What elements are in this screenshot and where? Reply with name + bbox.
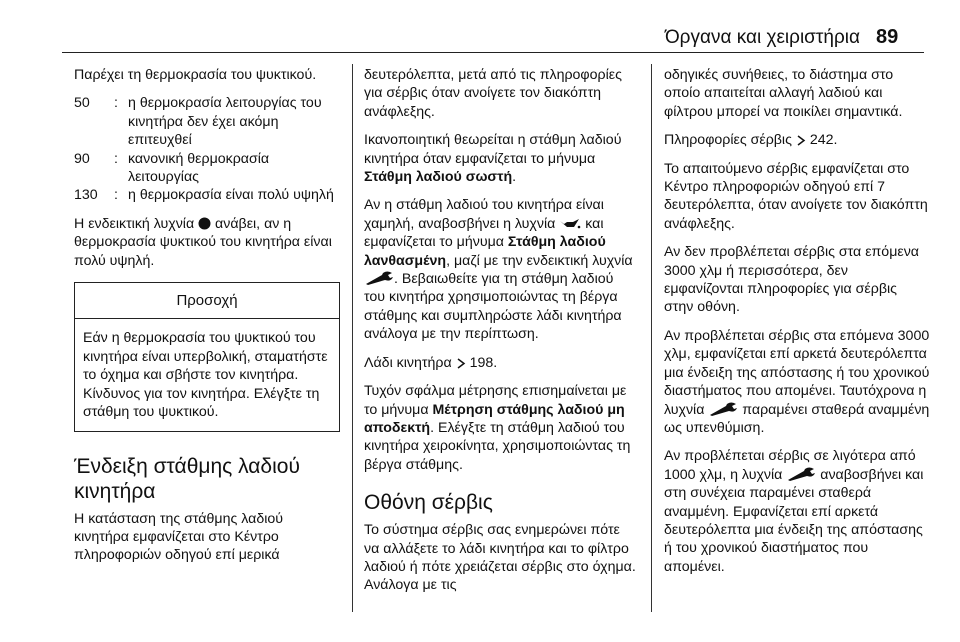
column-divider-1 — [352, 64, 353, 612]
text-span: ανάβει, αν η θερμοκρασία ψυκτικού του κινητήρα είναι πολύ υψηλή. — [74, 215, 332, 269]
paragraph — [364, 131, 638, 186]
text-span: Πληροφορίες σέρβις — [664, 132, 796, 149]
row-colon: : — [114, 95, 118, 112]
bold-message: Στάθμη λαδιού λανθασμένη — [364, 234, 606, 269]
row-value: η θερμοκρασία λειτουργίας του κινητήρα δεν έχει ακόμη επιτευχθεί — [128, 95, 322, 149]
text-span: Τυχόν σφάλμα μέτρησης επισημαίνεται με το μήνυμα — [364, 383, 627, 418]
paragraph — [664, 327, 930, 437]
temperature-table — [74, 94, 340, 204]
warning-text — [74, 215, 340, 270]
text-span: . Βεβαιωθείτε για τη στάθμη λαδιού του κινητήρα χρησιμοποιώντας τη βέργα στάθμης και συμπληρώστε λάδι κινητήρα ανάλογα με την περίπτωση. — [364, 271, 622, 343]
text-span: και εμφανίζεται το μήνυμα — [364, 215, 604, 251]
text-span: . Ελέγξτε τη στάθμη λαδιού του κινητήρα χειροκίνητα, χρησιμοποιώντας τη βέργα στάθμης. — [364, 419, 631, 473]
warning-dot-icon — [198, 217, 211, 230]
table-row — [74, 150, 340, 187]
paragraph: Το σύστημα σέρβις σας ενημερώνει πότε να αλλάξετε το λάδι κινητήρα και το φίλτρο λαδιού ή πότε χρειάζεται σέρβις στο όχημα. Ανάλογα με τις — [364, 522, 636, 594]
column-2 — [364, 66, 638, 605]
wrench-icon — [364, 271, 394, 285]
table-row — [74, 186, 340, 204]
page-reference: 242. — [809, 132, 838, 149]
row-key: 90 — [74, 150, 90, 167]
text-span: παραμένει σταθερά αναμμένη ως υπενθύμιση. — [664, 401, 930, 436]
paragraph: Το απαιτούμενο σέρβις εμφανίζεται στο Κέντρο πληροφοριών οδηγού επί 7 δευτερόλεπτα, όταν ανοίγετε τον διακόπτη ανάφλεξης. — [664, 160, 928, 232]
text-span: Λάδι κινητήρα — [364, 354, 456, 371]
paragraph — [364, 354, 638, 372]
paragraph — [364, 382, 638, 474]
text-span: αναβοσβήνει και στη συνέχεια παραμένει σταθερά αναμμένη. Εμφανίζεται επί αρκετά δευτερόλεπτα μια ένδειξη της απόστασης ή του χρονικού διαστήματος που απομένει. — [664, 466, 924, 575]
bold-message: Μέτρηση στάθμης λαδιού μη αποδεκτή — [364, 401, 625, 436]
text-span: Αν η στάθμη λαδιού του κινητήρα είναι χαμηλή, αναβοσβήνει η λυχνία — [364, 197, 604, 232]
header-title: Όργανα και χειριστήρια — [664, 27, 860, 48]
column-divider-2 — [651, 64, 652, 612]
column-1 — [74, 66, 340, 575]
caution-box — [74, 282, 340, 431]
section-heading-service: Οθόνη σέρβις — [364, 491, 493, 515]
arrow-reference-icon — [796, 135, 806, 146]
section-text: Η κατάσταση της στάθμης λαδιού κινητήρα εμφανίζεται στο Κέντρο πληροφοριών οδηγού επί μερικά — [74, 510, 284, 564]
text-span: . — [512, 169, 517, 186]
caution-body: Εάν η θερμοκρασία του ψυκτικού του κινητήρα είναι υπερβολική, σταματήστε το όχημα και σβήστε τον κινητήρα. Κίνδυνος για τον κινητήρα. Ελέγξτε τη στάθμη του ψυκτικού. — [83, 330, 328, 421]
bold-message: Στάθμη λαδιού σωστή — [364, 169, 513, 186]
row-key: 130 — [74, 187, 98, 204]
header-rule — [62, 52, 924, 53]
text-span: , μαζί με την ενδεικτική λυχνία — [446, 252, 633, 269]
row-value: η θερμοκρασία είναι πολύ υψηλή — [128, 187, 334, 204]
table-row — [74, 94, 340, 149]
text-span: Αν προβλέπεται σέρβις σε λιγότερα από 1000 χλμ, η λυχνία — [664, 448, 916, 483]
page-number: 89 — [876, 26, 899, 48]
text-span: Αν προβλέπεται σέρβις στα επόμενα 3000 χλμ, εμφανίζεται επί αρκετά δευτερόλεπτα μια ένδειξη της απόστασης ή του χρονικού διαστήματος που απομένει. Ταυτόχρονα η λυχνία — [664, 327, 930, 418]
paragraph: Αν δεν προβλέπεται σέρβις στα επόμενα 3000 χλμ ή περισσότερα, δεν εμφανίζονται πληροφορίες για σέρβις στην οθόνη. — [664, 244, 919, 316]
page-reference: 198. — [469, 354, 498, 371]
paragraph — [664, 131, 930, 149]
paragraph — [364, 196, 638, 343]
row-colon: : — [114, 150, 118, 167]
text-span: Ικανοποιητική θεωρείται η στάθμη λαδιού κινητήρα όταν εμφανίζεται το μήνυμα — [364, 132, 622, 167]
arrow-reference-icon — [456, 358, 466, 369]
paragraph — [664, 447, 930, 576]
row-colon: : — [114, 187, 118, 204]
intro-text: Παρέχει τη θερμοκρασία του ψυκτικού. — [74, 67, 317, 83]
oil-can-icon — [559, 218, 581, 230]
column-3 — [664, 66, 930, 586]
row-value: κανονική θερμοκρασία λειτουργίας — [128, 150, 270, 186]
caution-title: Προσοχή — [75, 283, 339, 319]
wrench-icon — [708, 402, 738, 416]
wrench-icon — [786, 467, 816, 481]
paragraph: δευτερόλεπτα, μετά από τις πληροφορίες για σέρβις όταν ανοίγετε τον διακόπτη ανάφλεξης. — [364, 67, 622, 120]
section-heading-oil-level: Ένδειξη στάθμης λαδιού κινητήρα — [74, 454, 300, 503]
text-span: Η ενδεικτική λυχνία — [74, 215, 199, 232]
paragraph: οδηγικές συνήθειες, το διάστημα στο οποίο απαιτείται αλλαγή λαδιού και φίλτρου μπορεί να ποικίλει σημαντικά. — [664, 67, 903, 120]
row-key: 50 — [74, 95, 90, 112]
